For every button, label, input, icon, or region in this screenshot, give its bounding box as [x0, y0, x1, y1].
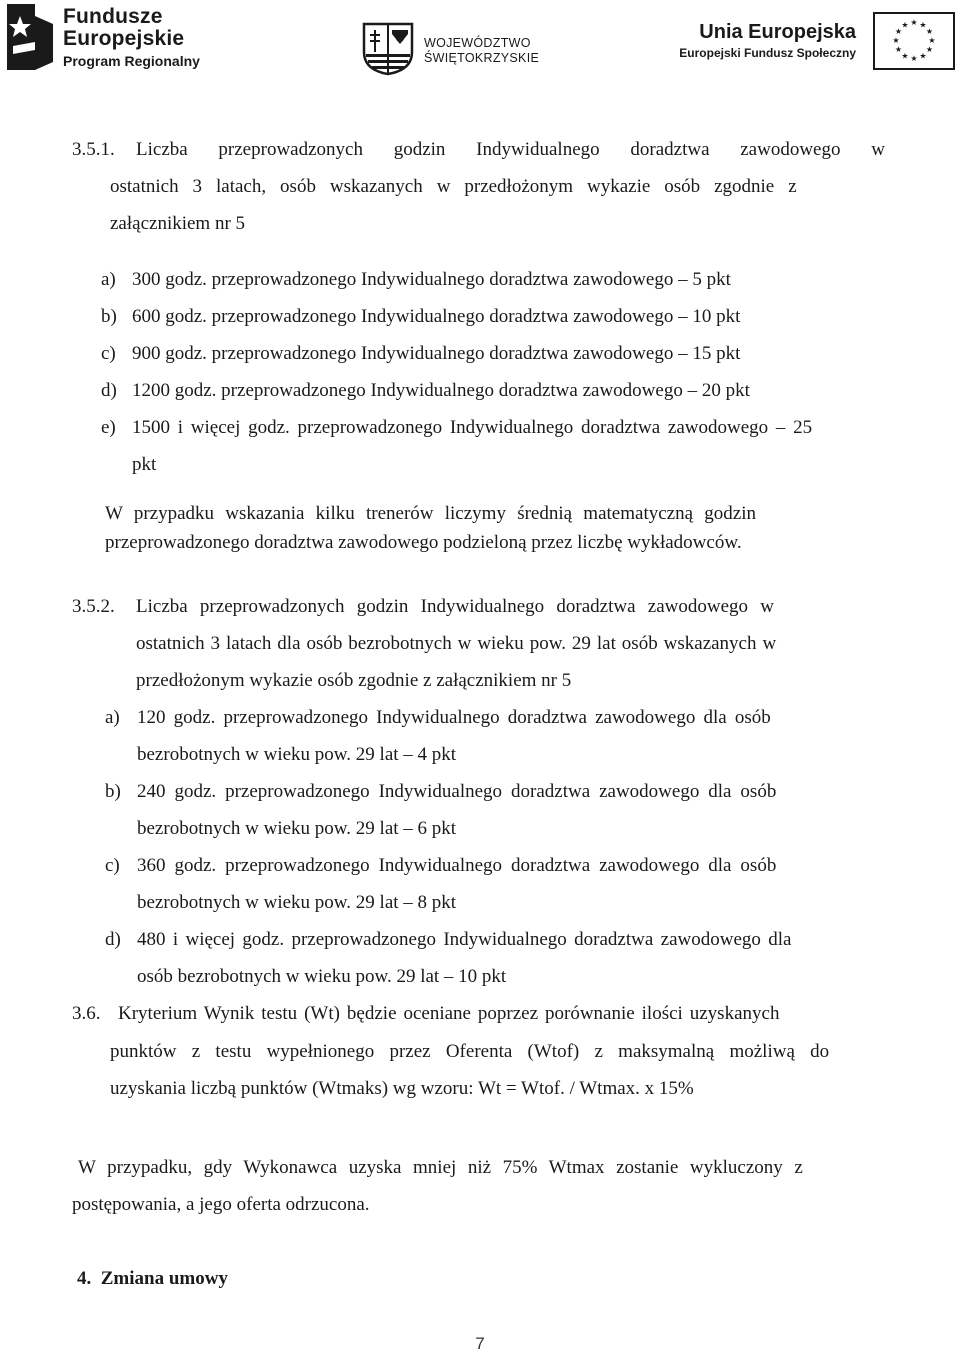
s351-number: 3.5.1.: [72, 139, 115, 160]
page-number: 7: [475, 1334, 485, 1353]
s351-note-line1: W przypadku wskazania kilku trenerów liczymy średnią matematyczną godzin: [105, 503, 756, 524]
s352-item-b: 240 godz. przeprowadzonego Indywidualnego doradztwa zawodowego dla osób: [137, 781, 777, 802]
s351-line3: załącznikiem nr 5: [110, 213, 246, 234]
s352-item-d: 480 i więcej godz. przeprowadzonego Indywidualnego doradztwa zawodowego dla: [137, 929, 792, 950]
s36-line1: Kryterium Wynik testu (Wt) będzie oceniane poprzez porównanie ilości uzyskanych: [118, 1003, 780, 1024]
s36-number: 3.6.: [72, 1003, 101, 1024]
wojewodztwo-swietokrzyskie-logo: [362, 22, 562, 72]
ue-logo-text: [676, 20, 856, 62]
word: w: [871, 139, 885, 160]
word: zawodowego: [740, 139, 841, 160]
s351-item-c: 900 godz. przeprowadzonego Indywidualnego doradztwa zawodowego – 15 pkt: [132, 343, 741, 364]
s351-item-a: 300 godz. przeprowadzonego Indywidualnego doradztwa zawodowego – 5 pkt: [132, 269, 731, 290]
section-4-heading: 4. Zmiana umowy: [77, 1268, 228, 1289]
s36-line3: uzyskania liczbą punktów (Wtmaks) wg wzoru: Wt = Wtof. / Wtmax. x 15%: [110, 1078, 694, 1099]
fundusze-europejskie-logo: [5, 0, 205, 75]
s351-note-line2: przeprowadzonego doradztwa zawodowego podzieloną przez liczbę wykładowców.: [105, 532, 742, 553]
s352-item-a-marker: a): [105, 707, 120, 728]
svg-text:★: ★: [910, 18, 918, 27]
svg-text:★: ★: [919, 51, 927, 61]
s352-number: 3.5.2.: [72, 596, 115, 617]
s351-line1: [136, 138, 885, 162]
ws-line1: WOJEWÓDZTWO: [424, 36, 531, 50]
s352-item-a: 120 godz. przeprowadzonego Indywidualnego doradztwa zawodowego dla osób: [137, 707, 771, 728]
ws-logo-text: [424, 36, 539, 66]
ue-line2: Europejski Fundusz Społeczny: [679, 46, 856, 60]
s351-item-e-cont: pkt: [132, 454, 157, 475]
fe-line1: Fundusze: [63, 5, 163, 28]
s352-item-c: 360 godz. przeprowadzonego Indywidualnego doradztwa zawodowego dla osób: [137, 855, 777, 876]
s351-item-e: 1500 i więcej godz. przeprowadzonego Indywidualnego doradztwa zawodowego – 25: [132, 417, 813, 438]
word: przeprowadzonych: [218, 139, 363, 160]
s352-item-c-cont: bezrobotnych w wieku pow. 29 lat – 8 pkt: [137, 892, 457, 913]
s352-item-a-cont: bezrobotnych w wieku pow. 29 lat – 4 pkt: [137, 744, 457, 765]
s36-line2: punktów z testu wypełnionego przez Oferenta (Wtof) z maksymalną możliwą do: [110, 1041, 830, 1062]
eu-flag-icon: [873, 12, 955, 70]
word: godzin: [393, 139, 446, 160]
exclusion-line1: W przypadku, gdy Wykonawca uzyska mniej niż 75% Wtmax zostanie wykluczony z: [78, 1157, 803, 1178]
s351-item-e-marker: e): [101, 417, 116, 438]
s352-item-b-marker: b): [105, 781, 121, 802]
s352-line1: Liczba przeprowadzonych godzin Indywidualnego doradztwa zawodowego w: [136, 596, 774, 617]
page-header: [0, 0, 960, 78]
svg-text:★: ★: [910, 54, 918, 63]
fe-star-flag-icon: [5, 2, 55, 72]
crest-icon: [362, 22, 414, 76]
svg-text:★: ★: [928, 36, 936, 45]
s351-line2: ostatnich 3 latach, osób wskazanych w przedłożonym wykazie osób zgodnie z: [110, 176, 797, 197]
fe-logo-text: [63, 6, 200, 72]
word: doradztwa: [630, 139, 710, 160]
s352-item-c-marker: c): [105, 855, 120, 876]
s352-line2: ostatnich 3 latach dla osób bezrobotnych w wieku pow. 29 lat osób wskazanych w: [136, 633, 777, 654]
svg-text:★: ★: [894, 27, 903, 36]
svg-text:★: ★: [894, 45, 903, 54]
svg-text:★: ★: [919, 20, 927, 30]
svg-text:★: ★: [901, 51, 909, 61]
unia-europejska-logo: [676, 10, 956, 78]
exclusion-line2: postępowania, a jego oferta odrzucona.: [72, 1194, 370, 1215]
s351-item-b-marker: b): [101, 306, 117, 327]
svg-text:★: ★: [925, 27, 934, 36]
svg-text:★: ★: [925, 45, 934, 54]
fe-line3: Program Regionalny: [63, 53, 200, 69]
word: Liczba: [136, 139, 188, 160]
s351-item-d: 1200 godz. przeprowadzonego Indywidualnego doradztwa zawodowego – 20 pkt: [132, 380, 750, 401]
ue-line1: Unia Europejska: [699, 21, 856, 43]
s351-item-d-marker: d): [101, 380, 117, 401]
svg-text:★: ★: [892, 36, 900, 45]
s351-item-b: 600 godz. przeprowadzonego Indywidualnego doradztwa zawodowego – 10 pkt: [132, 306, 741, 327]
s351-item-c-marker: c): [101, 343, 116, 364]
s352-line3: przedłożonym wykazie osób zgodnie z załącznikiem nr 5: [136, 670, 572, 691]
fe-line2: Europejskie: [63, 27, 185, 50]
s352-item-b-cont: bezrobotnych w wieku pow. 29 lat – 6 pkt: [137, 818, 457, 839]
word: Indywidualnego: [476, 139, 600, 160]
s352-item-d-cont: osób bezrobotnych w wieku pow. 29 lat – 10 pkt: [137, 966, 507, 987]
s352-item-d-marker: d): [105, 929, 121, 950]
s351-item-a-marker: a): [101, 269, 116, 290]
s351-line1-text: [136, 138, 885, 162]
svg-text:★: ★: [901, 20, 909, 30]
ws-line2: ŚWIĘTOKRZYSKIE: [424, 51, 540, 65]
